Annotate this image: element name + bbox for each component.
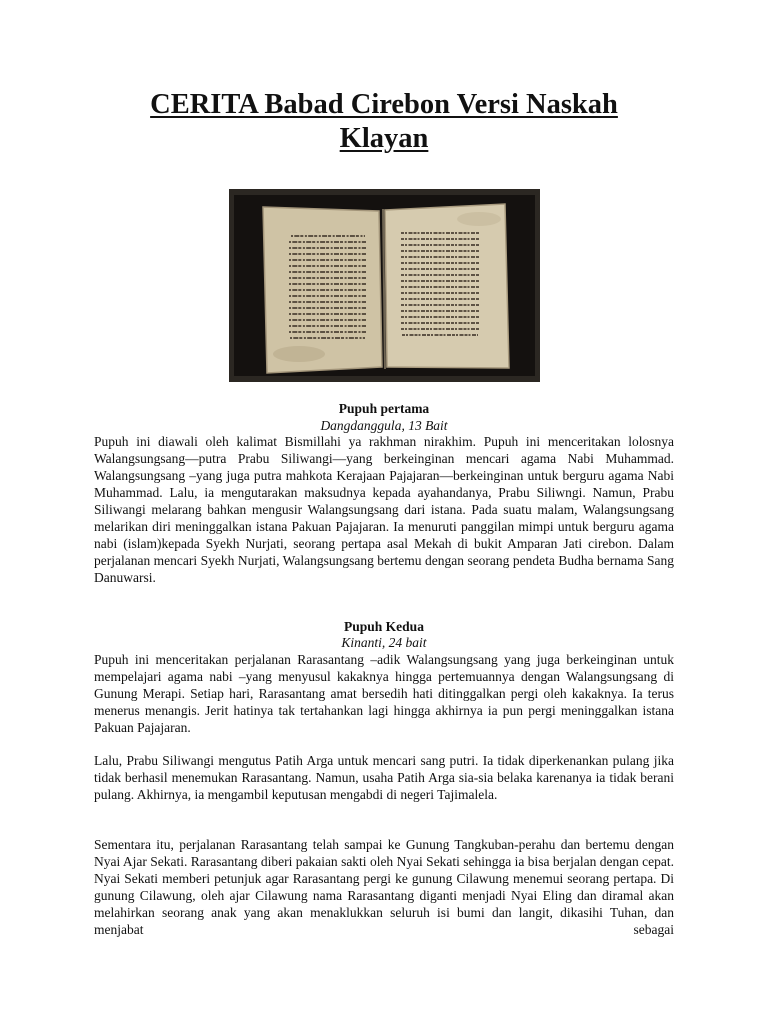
section-subheading: Kinanti, 24 bait [341, 635, 427, 650]
document-title [94, 88, 674, 156]
section-heading: Pupuh pertama [338, 401, 430, 416]
paragraph: Pupuh ini diawali oleh kalimat Bismillahi ya rakhman nirakhim. Pupuh ini menceritakan lolosnya Walangsungsang—putra Prabu Siliwangi—yang berkeinginan mencari agama Nabi Muhammad. Walangsungsang –yang juga putra mahkota Kerajaan Pajajaran—berkeinginan untuk berguru agama Nabi Muhammad. Lalu, ia mengutarakan maksudnya kepada ayahandanya, Prabu Siliwngi. Namun, Prabu Siliwangi melarang bahkan mengusir Walangsungsang dari istana. Pada suatu malam, Walangsungsang melarikan diri meninggalkan istana Pakuan Pajajaran. Ia menuruti panggilan mimpi untuk berguru agama nabi (islam)kepada Syekh Nurjati, seorang pertapa asal Mekah di bukit Amparan Jati cirebon. Dalam perjalanan mencari Syekh Nurjati, Walangsungsang bertemu dengan seorang pendeta Budha bernama Sang Danuwarsi. [94, 434, 674, 585]
paragraph: Sementara itu, perjalanan Rarasantang telah sampai ke Gunung Tangkuban-perahu dan bertemu dengan Nyai Ajar Sekati. Rarasantang diberi pakaian sakti oleh Nyai Sekati sehingga ia bisa berjalan dengan cepat. Nyai Sekati memberi petunjuk agar Rarasantang pergi ke gunung Cilawung menemui seorang pertapa. Di gunung Cilawung, oleh ajar Cilawung nama Rarasantang diganti menjadi Nyai Eling dan diramal akan melahirkan seorang anak yang akan menaklukkan seluruh isi bumi dan langit, dikasihi Tuhan, dan menjabat sebagai [94, 837, 674, 937]
section-heading: Pupuh Kedua [344, 619, 424, 634]
section-subheading: Dangdanggula, 13 Bait [320, 418, 448, 433]
manuscript-photo [229, 189, 540, 382]
title-line-2: Klayan [339, 123, 429, 154]
title-line-1: CERITA Babad Cirebon Versi Naskah [150, 89, 618, 120]
paragraph: Lalu, Prabu Siliwangi mengutus Patih Arga untuk mencari sang putri. Ia tidak diperkenankan pulang jika tidak berhasil menemukan Rarasantang. Namun, usaha Patih Arga sia-sia belaka karenanya ia tidak berani pulang. Akhirnya, ia mengambil keputusan mengabdi di negeri Tajimalela. [94, 753, 674, 802]
paragraph: Pupuh ini menceritakan perjalanan Rarasantang –adik Walangsungsang yang juga berkeinginan untuk mempelajari agama nabi –yang menyusul kakaknya hingga pertemuannya dengan Walangsungsang di Gunung Merapi. Setiap hari, Rarasantang amat bersedih hati ditinggalkan pergi oleh kakaknya. Ia terus menerus menangis. Jerit hatinya tak tertahankan lagi hingga akhirnya ia pun pergi meninggalkan istana Pakuan Pajajaran. [94, 652, 674, 735]
